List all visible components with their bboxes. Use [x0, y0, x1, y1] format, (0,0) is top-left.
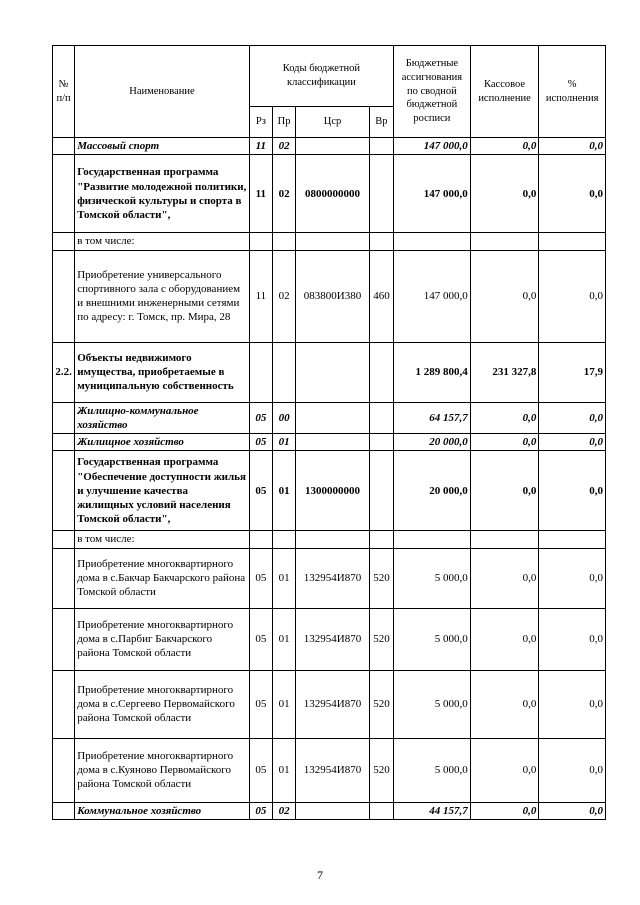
cell-pr: 01: [272, 670, 295, 738]
table-row: [53, 548, 606, 608]
cell-name: Приобретение многоквартирного дома в с.Парбиг Бакчарского района Томской области: [75, 608, 250, 670]
cell-pct: 0,0: [539, 548, 606, 608]
cell-num: [53, 250, 75, 342]
cell-name: Жилищно-коммунальное хозяйство: [75, 402, 250, 434]
cell-pr: 01: [272, 451, 295, 531]
cell-cash: 231 327,8: [470, 342, 539, 402]
cell-name: Государственная программа "Обеспечение доступности жилья и улучшение качества жилищных условий населения Томской области",: [75, 451, 250, 531]
cell-cash: 0,0: [470, 802, 539, 819]
table-row: [53, 738, 606, 802]
cell-name: в том числе:: [75, 233, 250, 250]
cell-num: [53, 608, 75, 670]
cell-csr: 1300000000: [296, 451, 370, 531]
header-num: № п/п: [53, 46, 75, 138]
table-row: [53, 802, 606, 819]
cell-csr: 132954И870: [296, 670, 370, 738]
cell-num: [53, 138, 75, 155]
cell-vr: [369, 802, 393, 819]
cell-name: Приобретение многоквартирного дома в с.Сергеево Первомайского района Томской области: [75, 670, 250, 738]
cell-cash: 0,0: [470, 434, 539, 451]
cell-csr: [296, 434, 370, 451]
cell-vr: [369, 138, 393, 155]
cell-name: Приобретение универсального спортивного зала с оборудованием и внешними инженерными сетями по адресу: г. Томск, пр. Мира, 28: [75, 250, 250, 342]
cell-vr: 520: [369, 608, 393, 670]
cell-cash: 0,0: [470, 548, 539, 608]
cell-rz: 11: [249, 250, 272, 342]
cell-pct: 0,0: [539, 802, 606, 819]
cell-csr: [296, 342, 370, 402]
cell-name: Приобретение многоквартирного дома в с.Бакчар Бакчарского района Томской области: [75, 548, 250, 608]
cell-cash: 0,0: [470, 155, 539, 233]
cell-name: в том числе:: [75, 531, 250, 548]
cell-csr: 083800И380: [296, 250, 370, 342]
cell-pr: 01: [272, 434, 295, 451]
cell-num: [53, 402, 75, 434]
cell-csr: [296, 233, 370, 250]
cell-rz: 05: [249, 608, 272, 670]
cell-csr: [296, 802, 370, 819]
cell-name: Коммунальное хозяйство: [75, 802, 250, 819]
header-budget: Бюджетные ассигнования по сводной бюджетной росписи: [394, 46, 471, 138]
cell-pct: 0,0: [539, 608, 606, 670]
cell-pr: 02: [272, 138, 295, 155]
cell-rz: 11: [249, 155, 272, 233]
cell-csr: [296, 138, 370, 155]
cell-budget: 1 289 800,4: [394, 342, 471, 402]
cell-num: [53, 233, 75, 250]
cell-vr: 460: [369, 250, 393, 342]
table-row: [53, 138, 606, 155]
cell-pr: 00: [272, 402, 295, 434]
header-name: Наименование: [75, 46, 250, 138]
cell-vr: [369, 155, 393, 233]
cell-cash: 0,0: [470, 608, 539, 670]
cell-num: 2.2.: [53, 342, 75, 402]
cell-cash: [470, 531, 539, 548]
header-codes: Коды бюджетной классификации: [249, 46, 393, 107]
cell-num: [53, 802, 75, 819]
cell-rz: 05: [249, 802, 272, 819]
cell-pr: 01: [272, 738, 295, 802]
table-row: [53, 402, 606, 434]
header-vr: Вр: [369, 107, 393, 138]
cell-pct: 0,0: [539, 402, 606, 434]
cell-vr: [369, 402, 393, 434]
cell-num: [53, 434, 75, 451]
cell-pct: 0,0: [539, 451, 606, 531]
cell-vr: [369, 434, 393, 451]
cell-rz: [249, 233, 272, 250]
cell-csr: 132954И870: [296, 548, 370, 608]
cell-budget: 20 000,0: [394, 434, 471, 451]
cell-rz: 11: [249, 138, 272, 155]
cell-budget: 20 000,0: [394, 451, 471, 531]
cell-cash: 0,0: [470, 138, 539, 155]
cell-pr: [272, 342, 295, 402]
cell-cash: [470, 233, 539, 250]
cell-budget: 147 000,0: [394, 250, 471, 342]
cell-name: Объекты недвижимого имущества, приобретаемые в муниципальную собственность: [75, 342, 250, 402]
cell-budget: [394, 531, 471, 548]
header-rz: Рз: [249, 107, 272, 138]
cell-pr: 02: [272, 802, 295, 819]
cell-cash: 0,0: [470, 451, 539, 531]
page-number: 7: [317, 868, 323, 882]
cell-pct: 0,0: [539, 138, 606, 155]
cell-rz: 05: [249, 451, 272, 531]
cell-num: [53, 738, 75, 802]
cell-csr: [296, 531, 370, 548]
cell-budget: 5 000,0: [394, 670, 471, 738]
table-row: [53, 451, 606, 531]
cell-rz: 05: [249, 402, 272, 434]
cell-num: [53, 670, 75, 738]
table-row: [53, 155, 606, 233]
cell-rz: [249, 342, 272, 402]
table-row: [53, 608, 606, 670]
cell-csr: 132954И870: [296, 738, 370, 802]
cell-pr: 02: [272, 250, 295, 342]
cell-budget: 147 000,0: [394, 138, 471, 155]
table-row: [53, 233, 606, 250]
cell-csr: 132954И870: [296, 608, 370, 670]
cell-pr: 01: [272, 608, 295, 670]
cell-budget: 64 157,7: [394, 402, 471, 434]
table-row: [53, 670, 606, 738]
cell-pct: 0,0: [539, 250, 606, 342]
cell-num: [53, 451, 75, 531]
budget-table: [52, 45, 606, 820]
cell-pct: [539, 233, 606, 250]
cell-budget: 5 000,0: [394, 738, 471, 802]
cell-pct: 17,9: [539, 342, 606, 402]
cell-budget: 5 000,0: [394, 608, 471, 670]
cell-pr: 01: [272, 548, 295, 608]
cell-vr: [369, 233, 393, 250]
cell-num: [53, 531, 75, 548]
cell-vr: [369, 342, 393, 402]
table-row: [53, 342, 606, 402]
cell-pr: 02: [272, 155, 295, 233]
header-cash: Кассовое исполнение: [470, 46, 539, 138]
cell-pct: 0,0: [539, 738, 606, 802]
cell-rz: 05: [249, 434, 272, 451]
table-row: [53, 531, 606, 548]
cell-pct: 0,0: [539, 434, 606, 451]
cell-vr: [369, 451, 393, 531]
table-row: [53, 250, 606, 342]
table-row: [53, 434, 606, 451]
cell-rz: 05: [249, 670, 272, 738]
cell-pct: 0,0: [539, 670, 606, 738]
cell-num: [53, 548, 75, 608]
header-csr: Цср: [296, 107, 370, 138]
cell-rz: 05: [249, 548, 272, 608]
cell-name: Приобретение многоквартирного дома в с.Куяново Первомайского района Томской области: [75, 738, 250, 802]
cell-pr: [272, 233, 295, 250]
cell-cash: 0,0: [470, 738, 539, 802]
cell-name: Государственная программа "Развитие молодежной политики, физической культуры и спорта в Томской области",: [75, 155, 250, 233]
cell-cash: 0,0: [470, 670, 539, 738]
cell-num: [53, 155, 75, 233]
cell-csr: 0800000000: [296, 155, 370, 233]
cell-csr: [296, 402, 370, 434]
cell-name: Массовый спорт: [75, 138, 250, 155]
cell-budget: 5 000,0: [394, 548, 471, 608]
cell-vr: 520: [369, 670, 393, 738]
cell-pct: 0,0: [539, 155, 606, 233]
cell-budget: [394, 233, 471, 250]
cell-pr: [272, 531, 295, 548]
cell-budget: 44 157,7: [394, 802, 471, 819]
cell-vr: 520: [369, 738, 393, 802]
header-pr: Пр: [272, 107, 295, 138]
cell-cash: 0,0: [470, 250, 539, 342]
cell-vr: [369, 531, 393, 548]
cell-budget: 147 000,0: [394, 155, 471, 233]
cell-vr: 520: [369, 548, 393, 608]
cell-name: Жилищное хозяйство: [75, 434, 250, 451]
cell-pct: [539, 531, 606, 548]
cell-cash: 0,0: [470, 402, 539, 434]
cell-rz: [249, 531, 272, 548]
cell-rz: 05: [249, 738, 272, 802]
header-percent: % исполнения: [539, 46, 606, 138]
